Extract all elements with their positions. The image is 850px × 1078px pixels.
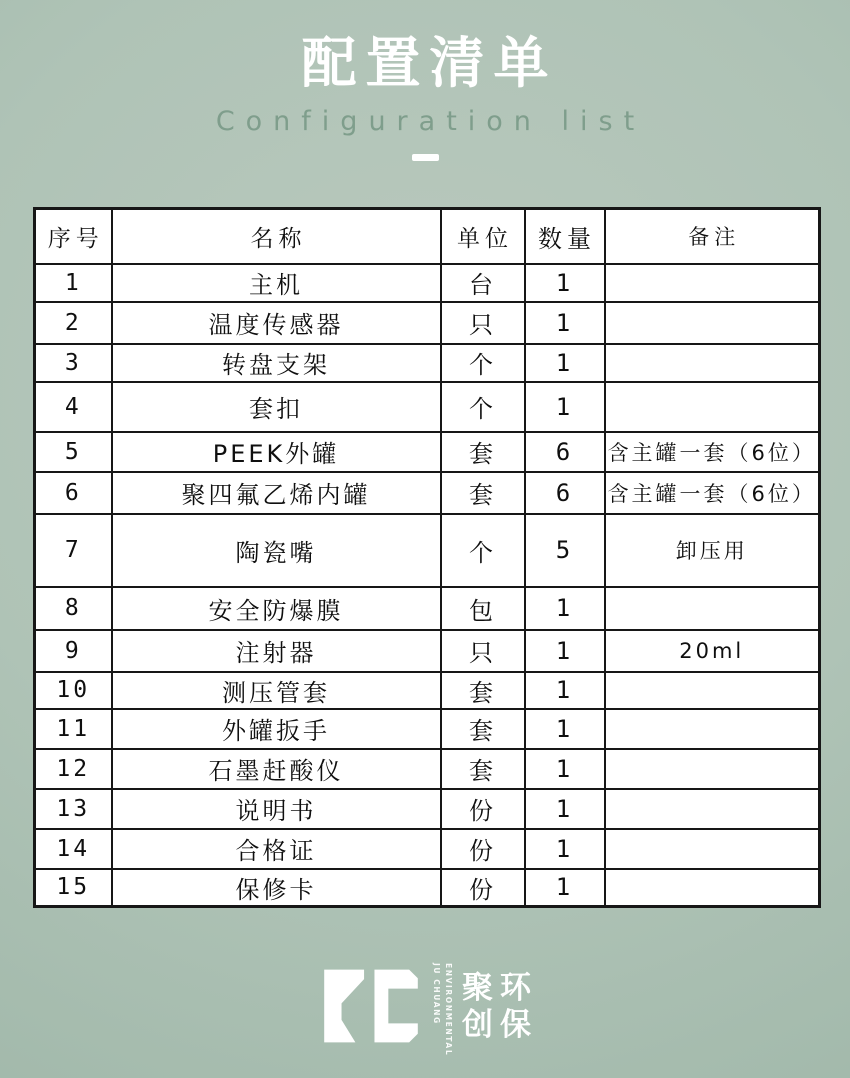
cell-unit: 个 (441, 344, 525, 382)
configuration-table (33, 207, 821, 908)
header-cell-unit: 单位 (441, 209, 525, 264)
cell-qty: 1 (525, 709, 605, 749)
cell-qty: 1 (525, 630, 605, 672)
configuration-table-head (35, 209, 820, 264)
cell-unit: 套 (441, 472, 525, 514)
table-row (35, 749, 820, 789)
table-row (35, 672, 820, 709)
cell-unit: 套 (441, 672, 525, 709)
cell-note (605, 302, 820, 344)
header-cell-name: 名称 (112, 209, 441, 264)
cell-unit: 份 (441, 829, 525, 869)
cell-name: 套扣 (112, 382, 441, 432)
cell-note: 含主罐一套（6位） (605, 472, 820, 514)
cell-qty: 1 (525, 587, 605, 630)
logo-cn-char: 保 (500, 1006, 531, 1043)
cell-unit: 份 (441, 789, 525, 829)
table-row (35, 472, 820, 514)
cell-no: 12 (35, 749, 112, 789)
cell-qty: 1 (525, 749, 605, 789)
cell-note (605, 382, 820, 432)
cell-note (605, 672, 820, 709)
cell-note: 20ml (605, 630, 820, 672)
table-row (35, 709, 820, 749)
cell-note (605, 789, 820, 829)
cell-qty: 1 (525, 789, 605, 829)
cell-qty: 1 (525, 382, 605, 432)
table-row (35, 630, 820, 672)
cell-unit: 套 (441, 432, 525, 472)
cell-unit: 只 (441, 302, 525, 344)
cell-unit: 个 (441, 514, 525, 587)
cell-no: 5 (35, 432, 112, 472)
cell-name: 合格证 (112, 829, 441, 869)
jc-logo-icon (319, 962, 423, 1050)
table-row (35, 382, 820, 432)
table-row (35, 344, 820, 382)
cell-name: 转盘支架 (112, 344, 441, 382)
logo-vertical-line2: ENVIRONMENTAL (444, 963, 453, 1057)
cell-unit: 份 (441, 869, 525, 907)
cell-qty: 5 (525, 514, 605, 587)
header-cell-no: 序号 (35, 209, 112, 264)
cell-unit: 包 (441, 587, 525, 630)
logo-cn-char: 环 (500, 969, 531, 1006)
table-row (35, 829, 820, 869)
table-row (35, 587, 820, 630)
config-table-body (35, 264, 820, 907)
cell-no: 1 (35, 264, 112, 302)
cell-note (605, 344, 820, 382)
cell-unit: 套 (441, 749, 525, 789)
title-dash-divider (412, 154, 439, 161)
cell-no: 8 (35, 587, 112, 630)
cell-name: 石墨赶酸仪 (112, 749, 441, 789)
header (0, 32, 850, 161)
table-header-row (35, 209, 820, 264)
cell-name: 温度传感器 (112, 302, 441, 344)
cell-note (605, 587, 820, 630)
cell-no: 13 (35, 789, 112, 829)
cell-qty: 1 (525, 672, 605, 709)
cell-name: 测压管套 (112, 672, 441, 709)
cell-qty: 1 (525, 344, 605, 382)
cell-note (605, 709, 820, 749)
cell-no: 15 (35, 869, 112, 907)
cell-name: 安全防爆膜 (112, 587, 441, 630)
cell-unit: 个 (441, 382, 525, 432)
cell-name: 陶瓷嘴 (112, 514, 441, 587)
cell-no: 10 (35, 672, 112, 709)
cell-name: 聚四氟乙烯内罐 (112, 472, 441, 514)
logo-chinese-characters (462, 971, 531, 1042)
cell-note: 含主罐一套（6位） (605, 432, 820, 472)
cell-note (605, 869, 820, 907)
cell-name: 保修卡 (112, 869, 441, 907)
cell-name: 外罐扳手 (112, 709, 441, 749)
cell-note (605, 264, 820, 302)
logo-vertical-text (432, 963, 453, 1057)
cell-name: 说明书 (112, 789, 441, 829)
cell-qty: 1 (525, 264, 605, 302)
cell-no: 14 (35, 829, 112, 869)
cell-qty: 6 (525, 472, 605, 514)
cell-qty: 1 (525, 302, 605, 344)
table-row (35, 514, 820, 587)
cell-no: 3 (35, 344, 112, 382)
table-row (35, 789, 820, 829)
cell-note: 卸压用 (605, 514, 820, 587)
cell-name: PEEK外罐 (112, 432, 441, 472)
table-row (35, 264, 820, 302)
logo-cn-char: 聚 (462, 969, 493, 1006)
cell-no: 7 (35, 514, 112, 587)
cell-unit: 套 (441, 709, 525, 749)
header-cell-qty: 数量 (525, 209, 605, 264)
cell-note (605, 749, 820, 789)
cell-note (605, 829, 820, 869)
cell-no: 4 (35, 382, 112, 432)
table-row (35, 432, 820, 472)
page-subtitle: Configuration list (215, 106, 646, 137)
table-row (35, 869, 820, 907)
logo-vertical-line1: JU CHUANG (432, 963, 441, 1025)
cell-name: 注射器 (112, 630, 441, 672)
cell-no: 2 (35, 302, 112, 344)
cell-qty: 6 (525, 432, 605, 472)
cell-no: 9 (35, 630, 112, 672)
cell-unit: 台 (441, 264, 525, 302)
footer-logo (319, 962, 531, 1057)
page-title: 配置清单 (301, 31, 558, 95)
logo-cn-char: 创 (462, 1006, 493, 1043)
cell-no: 6 (35, 472, 112, 514)
cell-unit: 只 (441, 630, 525, 672)
header-cell-note: 备注 (605, 209, 820, 264)
table-row (35, 302, 820, 344)
cell-no: 11 (35, 709, 112, 749)
cell-qty: 1 (525, 869, 605, 907)
cell-qty: 1 (525, 829, 605, 869)
cell-name: 主机 (112, 264, 441, 302)
